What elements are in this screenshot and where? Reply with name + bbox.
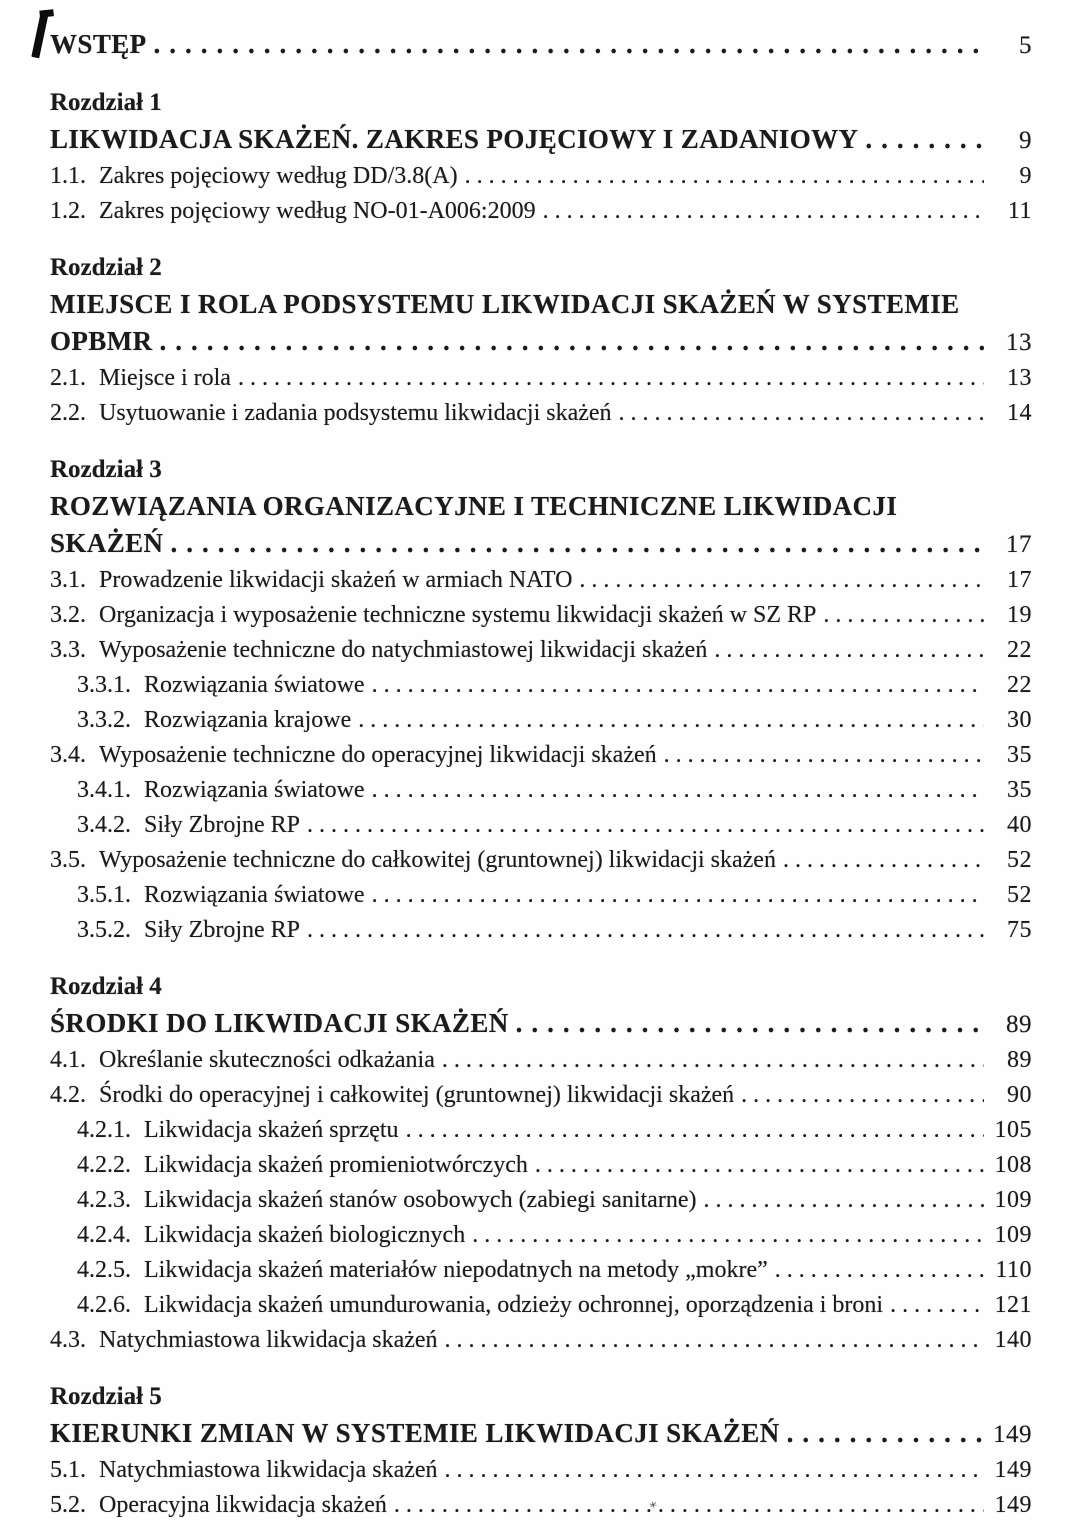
- entry-title: Rozwiązania światowe: [144, 672, 365, 698]
- dot-leader: [579, 563, 984, 598]
- entry-number: 5.2.: [50, 1492, 86, 1518]
- page-number: 9: [1019, 163, 1032, 189]
- dot-leader: [406, 1113, 984, 1148]
- toc-chapter-label-row: [50, 250, 1032, 286]
- dot-leader: [783, 843, 984, 878]
- page-number: 121: [994, 1292, 1032, 1318]
- page-number: 140: [994, 1327, 1032, 1353]
- entry-number: 3.4.2.: [77, 812, 131, 838]
- dot-leader: [787, 1415, 984, 1452]
- entry-number: 1.1.: [50, 163, 86, 189]
- entry-number: 4.2.6.: [77, 1292, 131, 1318]
- page-number: 109: [994, 1187, 1032, 1213]
- entry-title: Prowadzenie likwidacji skażeń w armiach NATO: [99, 567, 573, 593]
- dot-leader: [823, 598, 984, 633]
- toc-heading-row: [50, 1415, 1032, 1453]
- toc-entry-row: [50, 1323, 1032, 1358]
- toc-entry-row: [50, 1183, 1032, 1218]
- toc-entry-row: [50, 1218, 1032, 1253]
- toc-heading-row: [50, 323, 1032, 361]
- dot-leader: [775, 1253, 984, 1288]
- toc-heading-row: [50, 525, 1032, 563]
- entry-title: Rozwiązania krajowe: [144, 707, 352, 733]
- page-number: 35: [1007, 742, 1032, 768]
- entry-title: Likwidacja skażeń promieniotwórczych: [144, 1152, 528, 1178]
- dot-leader: [358, 703, 984, 738]
- entry-number: 3.4.: [50, 742, 86, 768]
- dot-leader: [703, 1183, 984, 1218]
- page-number: 90: [1007, 1082, 1032, 1108]
- entry-number: 2.2.: [50, 400, 86, 426]
- entry-title: Wyposażenie techniczne do natychmiastowej likwidacji skażeń: [99, 637, 708, 663]
- entry-number: 5.1.: [50, 1457, 86, 1483]
- toc-entry-row: [50, 808, 1032, 843]
- heading-title: MIEJSCE I ROLA PODSYSTEMU LIKWIDACJI SKAŻEŃ W SYSTEMIE: [50, 289, 960, 319]
- dot-leader: [535, 1148, 984, 1183]
- dot-leader: [445, 1323, 984, 1358]
- toc-heading-row: [50, 286, 1032, 323]
- entry-number: 4.2.3.: [77, 1187, 131, 1213]
- page-number: 110: [995, 1257, 1032, 1283]
- toc-entry-row: [50, 194, 1032, 229]
- entry-title: Siły Zbrojne RP: [144, 812, 301, 838]
- page-number: 109: [994, 1222, 1032, 1248]
- entry-number: 3.5.2.: [77, 917, 131, 943]
- toc-heading-row: [50, 26, 1032, 64]
- toc-entry-row: [50, 843, 1032, 878]
- page-number: 40: [1007, 812, 1032, 838]
- page-number: 149: [994, 1492, 1032, 1518]
- dot-leader: [619, 396, 984, 431]
- dot-leader: [238, 361, 984, 396]
- toc-chapter-label-row: [50, 1379, 1032, 1415]
- page-number: 52: [1007, 882, 1032, 908]
- entry-title: Likwidacja skażeń sprzętu: [144, 1117, 399, 1143]
- entry-title: Środki do operacyjnej i całkowitej (gruntownej) likwidacji skażeń: [99, 1082, 735, 1108]
- entry-number: 3.1.: [50, 567, 86, 593]
- page-number: 105: [994, 1117, 1032, 1143]
- dot-leader: [154, 26, 984, 63]
- toc-entry-row: [50, 1253, 1032, 1288]
- heading-title: ROZWIĄZANIA ORGANIZACYJNE I TECHNICZNE LIKWIDACJI: [50, 491, 898, 521]
- toc-entry-row: [50, 159, 1032, 194]
- toc-entry-row: [50, 396, 1032, 431]
- entry-number: 4.2.1.: [77, 1117, 131, 1143]
- dot-leader: [372, 878, 984, 913]
- entry-title: Usytuowanie i zadania podsystemu likwidacji skażeń: [99, 400, 612, 426]
- entry-number: 3.4.1.: [77, 777, 131, 803]
- entry-title: Likwidacja skażeń biologicznych: [144, 1222, 466, 1248]
- dot-leader: [160, 323, 985, 360]
- page-number: 89: [1007, 1047, 1032, 1073]
- toc-entry-row: [50, 878, 1032, 913]
- entry-number: 4.1.: [50, 1047, 86, 1073]
- toc-heading-row: [50, 121, 1032, 159]
- chapter-label: Rozdział 4: [50, 973, 162, 1000]
- chapter-label: Rozdział 3: [50, 456, 162, 483]
- toc-entry-row: [50, 1043, 1032, 1078]
- entry-number: 1.2.: [50, 198, 86, 224]
- page-number: 14: [1007, 400, 1032, 426]
- footer-smudge-artifact: *: [648, 1498, 660, 1516]
- chapter-label: Rozdział 5: [50, 1383, 162, 1410]
- page-number: 108: [994, 1152, 1032, 1178]
- page-number: 89: [1006, 1011, 1032, 1038]
- page-number: 13: [1007, 365, 1032, 391]
- heading-title: OPBMR: [50, 326, 153, 356]
- toc-entry-row: [50, 598, 1032, 633]
- entry-title: Wyposażenie techniczne do operacyjnej likwidacji skażeń: [99, 742, 657, 768]
- dot-leader: [307, 808, 984, 843]
- entry-title: Siły Zbrojne RP: [144, 917, 301, 943]
- dot-leader: [543, 194, 984, 229]
- toc-entry-row: [50, 913, 1032, 948]
- toc-heading-row: [50, 488, 1032, 525]
- heading-title: WSTĘP: [50, 29, 147, 59]
- entry-title: Zakres pojęciowy według NO-01-A006:2009: [99, 198, 536, 224]
- entry-title: Miejsce i rola: [99, 365, 231, 391]
- dot-leader: [865, 121, 984, 158]
- toc-entry-row: [50, 1148, 1032, 1183]
- entry-number: 3.2.: [50, 602, 86, 628]
- dot-leader: [741, 1078, 984, 1113]
- dot-leader: [890, 1288, 984, 1323]
- dot-leader: [307, 913, 984, 948]
- entry-title: Likwidacja skażeń umundurowania, odzieży ochronnej, oporządzenia i broni: [144, 1292, 884, 1318]
- entry-title: Wyposażenie techniczne do całkowitej (gruntownej) likwidacji skażeń: [99, 847, 776, 873]
- page-number: 52: [1007, 847, 1032, 873]
- entry-title: Określanie skuteczności odkażania: [99, 1047, 435, 1073]
- toc-entry-row: [50, 738, 1032, 773]
- entry-title: Natychmiastowa likwidacja skażeń: [99, 1457, 438, 1483]
- page-number: 22: [1007, 672, 1032, 698]
- toc-entry-row: [50, 1453, 1032, 1488]
- scan-ink-artifact: [31, 12, 48, 59]
- page-number: 149: [994, 1457, 1032, 1483]
- toc-entry-row: [50, 773, 1032, 808]
- toc-entry-row: [50, 1288, 1032, 1323]
- page-number: 9: [1019, 127, 1032, 154]
- heading-title: ŚRODKI DO LIKWIDACJI SKAŻEŃ: [50, 1008, 509, 1038]
- chapter-label: Rozdział 1: [50, 89, 162, 116]
- dot-leader: [445, 1453, 984, 1488]
- toc-entry-row: [50, 563, 1032, 598]
- page-number: 17: [1006, 531, 1032, 558]
- heading-title: LIKWIDACJA SKAŻEŃ. ZAKRES POJĘCIOWY I ZADANIOWY: [50, 124, 859, 154]
- entry-title: Operacyjna likwidacja skażeń: [99, 1492, 387, 1518]
- entry-number: 3.3.1.: [77, 672, 131, 698]
- dot-leader: [516, 1005, 984, 1042]
- dot-leader: [442, 1043, 984, 1078]
- entry-title: Zakres pojęciowy według DD/3.8(A): [99, 163, 458, 189]
- toc-heading-row: [50, 1005, 1032, 1043]
- entry-number: 3.5.: [50, 847, 86, 873]
- page-number: 22: [1007, 637, 1032, 663]
- page-number: 5: [1019, 32, 1032, 59]
- toc-entry-row: [50, 1488, 1032, 1523]
- toc-entry-row: [50, 668, 1032, 703]
- dot-leader: [394, 1488, 984, 1523]
- dot-leader: [170, 525, 984, 562]
- page-number: 149: [993, 1421, 1032, 1448]
- entry-title: Likwidacja skażeń materiałów niepodatnych na metody „mokre”: [144, 1257, 768, 1283]
- toc-entry-row: [50, 361, 1032, 396]
- heading-title: KIERUNKI ZMIAN W SYSTEMIE LIKWIDACJI SKAŻEŃ: [50, 1418, 780, 1448]
- page-number: 75: [1007, 917, 1032, 943]
- page-number: 30: [1007, 707, 1032, 733]
- dot-leader: [372, 773, 984, 808]
- page-number: 17: [1007, 567, 1032, 593]
- chapter-label: Rozdział 2: [50, 254, 162, 281]
- entry-title: Organizacja i wyposażenie techniczne systemu likwidacji skażeń w SZ RP: [99, 602, 817, 628]
- toc-chapter-label-row: [50, 969, 1032, 1005]
- heading-title: SKAŻEŃ: [50, 528, 164, 558]
- dot-leader: [372, 668, 984, 703]
- entry-number: 4.2.: [50, 1082, 86, 1108]
- dot-leader: [472, 1218, 984, 1253]
- entry-title: Rozwiązania światowe: [144, 882, 365, 908]
- dot-leader: [465, 159, 984, 194]
- entry-number: 4.3.: [50, 1327, 86, 1353]
- entry-number: 3.5.1.: [77, 882, 131, 908]
- entry-number: 3.3.: [50, 637, 86, 663]
- page-number: 11: [1007, 198, 1032, 224]
- table-of-contents: [50, 26, 1032, 1523]
- entry-title: Natychmiastowa likwidacja skażeń: [99, 1327, 438, 1353]
- entry-number: 4.2.5.: [77, 1257, 131, 1283]
- entry-number: 2.1.: [50, 365, 86, 391]
- page-number: 13: [1006, 329, 1032, 356]
- dot-leader: [664, 738, 984, 773]
- entry-number: 4.2.4.: [77, 1222, 131, 1248]
- toc-chapter-label-row: [50, 85, 1032, 121]
- page-number: 19: [1007, 602, 1032, 628]
- entry-title: Likwidacja skażeń stanów osobowych (zabiegi sanitarne): [144, 1187, 697, 1213]
- toc-entry-row: [50, 1113, 1032, 1148]
- page-number: 35: [1007, 777, 1032, 803]
- toc-entry-row: [50, 703, 1032, 738]
- entry-title: Rozwiązania światowe: [144, 777, 365, 803]
- toc-entry-row: [50, 1078, 1032, 1113]
- entry-number: 4.2.2.: [77, 1152, 131, 1178]
- dot-leader: [714, 633, 984, 668]
- toc-entry-row: [50, 633, 1032, 668]
- toc-chapter-label-row: [50, 452, 1032, 488]
- entry-number: 3.3.2.: [77, 707, 131, 733]
